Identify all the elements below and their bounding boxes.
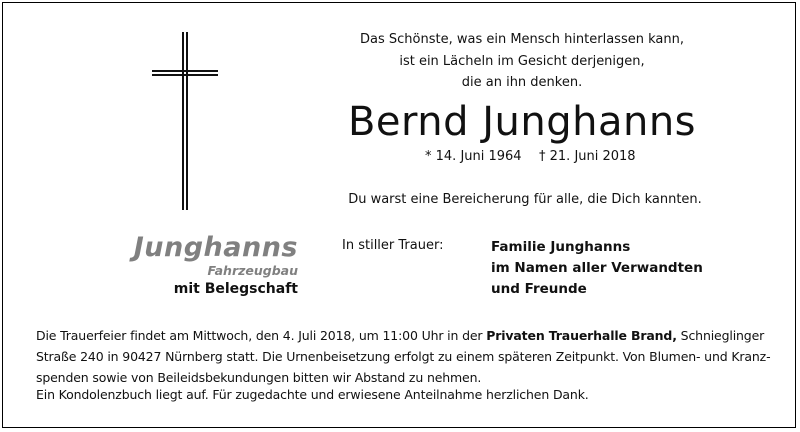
birth-date: * 14. Juni 1964 [425,149,522,164]
closing-thanks: Ein Kondolenzbuch liegt auf. Für zugedachte und erwiesene Anteilnahme herzlichen Dank. [36,387,589,402]
company-staff: mit Belegschaft [173,281,298,297]
poem-line: die an ihn denken. [461,75,583,90]
venue-name: Privaten Trauerhalle Brand, [486,328,677,343]
mourner-line: und Freunde [491,281,587,297]
poem-line: ist ein Lächeln im Gesicht derjenigen, [399,53,645,69]
company-logo: Junghanns [133,232,298,263]
mourners-list [491,237,703,300]
notice-line: spenden sowie von Beileidsbekundungen bitten wir Abstand zu nehmen. [36,370,482,386]
mourning-label: In stiller Trauer: [342,238,444,253]
mourner-line: Familie Junghanns [491,239,631,255]
notice-text: Schnieglinger [676,328,765,343]
notice-line: Straße 240 in 90427 Nürnberg statt. Die Urnenbeisetzung erfolgt zu einem späteren Zeitpunkt. Von Blumen- und Kranz- [36,349,771,365]
cross-icon [152,32,218,212]
notice-text: Die Trauerfeier findet am Mittwoch, den 4. Juli 2018, um 11:00 Uhr in der [36,328,487,343]
motto: Du warst eine Bereicherung für alle, die Dich kannten. [348,192,702,207]
poem-line: Das Schönste, was ein Mensch hinterlassen kann, [360,32,684,47]
mourner-line: im Namen aller Verwandten [491,260,703,276]
ceremony-notice [36,325,771,389]
poem [330,29,714,94]
death-date: † 21. Juni 2018 [539,149,636,164]
notice-line [36,325,766,346]
deceased-name: Bernd Junghanns [347,99,697,145]
company-logo-subtitle: Fahrzeugbau [207,263,298,278]
